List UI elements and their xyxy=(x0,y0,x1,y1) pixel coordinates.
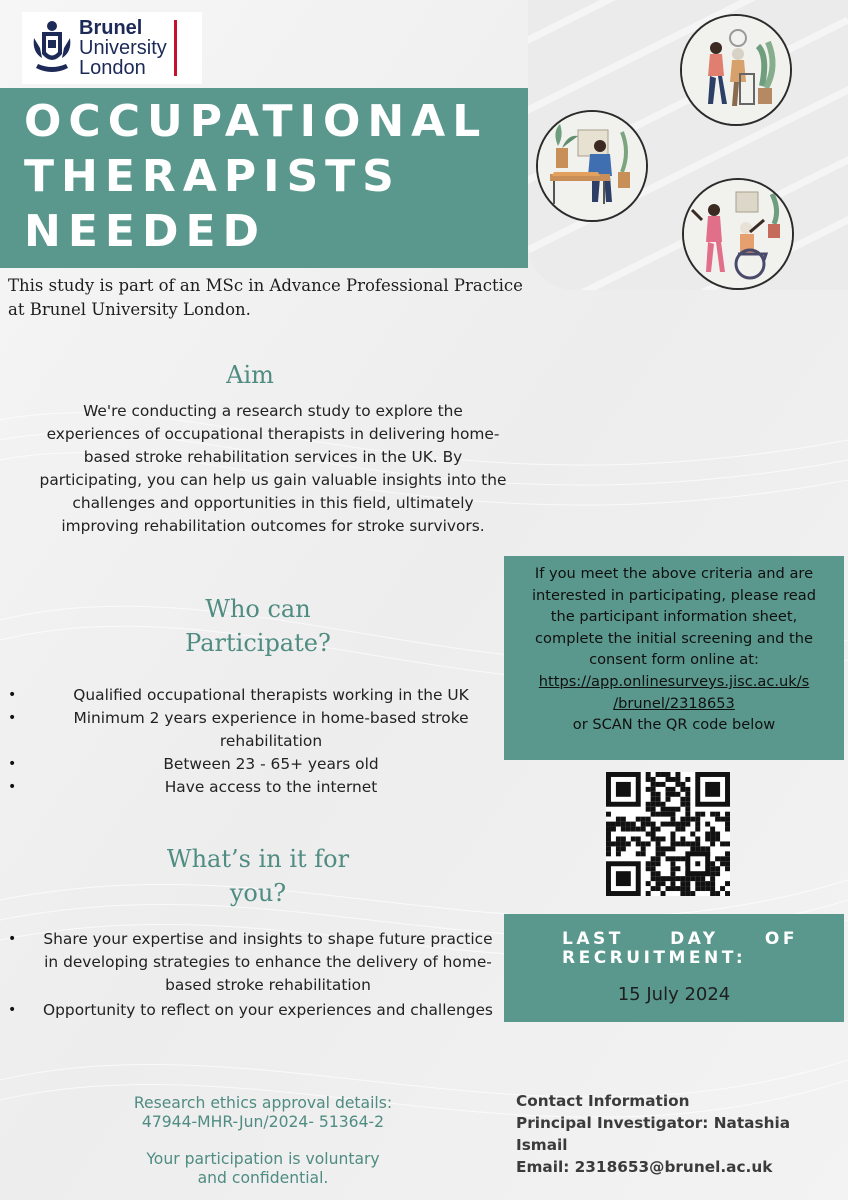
physiotherapy-massage-illustration xyxy=(536,110,648,222)
criteria-item: • Minimum 2 years experience in home-based stroke rehabilitation xyxy=(36,707,506,753)
benefits-heading-line2: you? xyxy=(229,879,287,907)
qr-code-icon[interactable] xyxy=(606,772,730,896)
crest-icon xyxy=(30,18,74,78)
ethics-line2: 47944-MHR-Jun/2024- 51364-2 xyxy=(141,1113,385,1131)
title-line3: NEEDED xyxy=(24,206,267,257)
last-day-box xyxy=(504,914,844,1022)
principal-investigator: Principal Investigator: Natashia Ismail xyxy=(516,1114,791,1154)
survey-link-line2: /brunel/2318653 xyxy=(613,694,735,712)
last-word: LAST xyxy=(562,929,624,949)
participation-info-box xyxy=(504,556,844,760)
illustration-panel xyxy=(528,0,848,290)
who-heading-line2: Participate? xyxy=(185,629,331,657)
brunel-logo xyxy=(22,12,202,84)
survey-link-line1: https://app.onlinesurveys.jisc.ac.uk/s xyxy=(538,672,810,690)
criteria-item: • Have access to the internet xyxy=(36,776,506,799)
recruitment-word: RECRUITMENT: xyxy=(562,948,747,968)
scan-text: or SCAN the QR code below xyxy=(572,716,776,734)
who-heading-line1: Who can xyxy=(205,595,311,623)
benefits-heading-line1: What’s in it for xyxy=(166,845,350,873)
title-line1: OCCUPATIONAL xyxy=(24,96,488,147)
voluntary-line2: and confidential. xyxy=(197,1169,329,1187)
ethics-details xyxy=(98,1094,428,1132)
ethics-line1: Research ethics approval details: xyxy=(133,1094,393,1112)
intro-text: This study is part of an MSc in Advance Professional Practice at Brunel University London. xyxy=(8,276,523,319)
title-banner xyxy=(0,88,528,268)
walker-assist-illustration xyxy=(680,14,792,126)
contact-email[interactable]: Email: 2318653@brunel.ac.uk xyxy=(516,1158,773,1176)
benefits-heading xyxy=(118,842,398,910)
page-title xyxy=(24,94,487,259)
criteria-list xyxy=(36,684,506,799)
benefits-list xyxy=(36,928,500,1022)
who-heading xyxy=(128,592,388,660)
of-word: OF xyxy=(764,929,798,949)
logo-line2: University xyxy=(79,37,167,59)
logo-line1: Brunel xyxy=(79,17,143,39)
wheelchair-exercise-illustration xyxy=(682,178,794,290)
last-day-date: 15 July 2024 xyxy=(617,984,731,1005)
title-line2: THERAPISTS xyxy=(24,151,401,202)
benefit-item: • Opportunity to reflect on your experiences and challenges xyxy=(36,999,500,1022)
aim-body: We're conducting a research study to explore the experiences of occupational therapists in delivering home-based stroke rehabilitation services in the UK. By participating, you can help us gain valuable insights into the challenges and opportunities in this field, ultimately improving rehabilitation outcomes for stroke survivors. xyxy=(39,402,507,535)
day-word: DAY xyxy=(670,929,719,949)
logo-divider xyxy=(174,20,177,76)
contact-info xyxy=(516,1090,846,1178)
criteria-item: • Between 23 - 65+ years old xyxy=(36,753,506,776)
voluntary-note xyxy=(98,1150,428,1188)
last-day-label xyxy=(562,930,798,968)
contact-heading: Contact Information xyxy=(516,1092,690,1110)
participation-text: If you meet the above criteria and are interested in participating, please read the participant information sheet, complete the initial screening and the consent form online at: xyxy=(532,565,816,669)
logo-line3: London xyxy=(79,57,146,79)
criteria-item: • Qualified occupational therapists working in the UK xyxy=(36,684,506,707)
benefit-item: • Share your expertise and insights to shape future practice in developing strategies to enhance the delivery of home-based stroke rehabilitation xyxy=(36,928,500,997)
voluntary-line1: Your participation is voluntary xyxy=(146,1150,380,1168)
aim-heading: Aim xyxy=(226,361,274,389)
survey-link[interactable] xyxy=(539,673,809,712)
